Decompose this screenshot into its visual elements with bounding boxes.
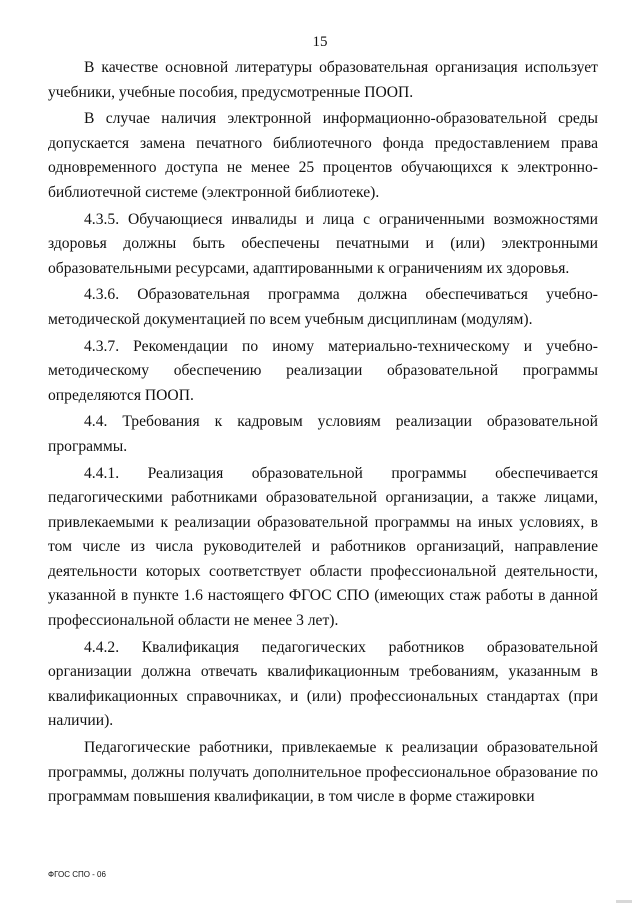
paragraph-4-3-5: 4.3.5. Обучающиеся инвалиды и лица с ограниченными возможностями здоровья должны быть обеспечены печатными и (или) электронными образовательными ресурсами, адаптированными к ограничениям их здоровья. [48, 210, 598, 277]
paragraph-4-3-6: 4.3.6. Образовательная программа должна обеспечиваться учебно-методической документацией по всем учебным дисциплинам (модулям). [48, 286, 598, 328]
body-text [48, 56, 598, 812]
page-number: 15 [312, 34, 328, 50]
paragraph-4-4-2: 4.4.2. Квалификация педагогических работников образовательной организации должна отвечать квалификационным требованиям, указанным в квалификационных справочниках, и (или) профессиональных стандартах (при наличии). [48, 638, 598, 730]
paragraph-teaching-staff-training: Педагогические работники, привлекаемые к реализации образовательной программы, должны получать дополнительное профессиональное образование по программам повышения квалификации, в том числе в форме стажировки [48, 739, 598, 806]
document-footer: ФГОС СПО - 06 [48, 870, 106, 879]
scan-corner-mark [616, 900, 632, 903]
paragraph-4-3-7: 4.3.7. Рекомендации по иному материально-техническому и учебно-методическому обеспечению реализации образовательной программы определяются ПООП. [48, 337, 598, 404]
paragraph-4-4: 4.4. Требования к кадровым условиям реализации образовательной программы. [48, 413, 598, 455]
paragraph-4-4-1: 4.4.1. Реализация образовательной программы обеспечивается педагогическими работниками образовательной организации, а также лицами, привлекаемыми к реализации образовательной программы на иных условиях, в том числе из числа руководителей и работников организаций, направление деятельности которых соответствует области профессиональной деятельности, указанной в пункте 1.6 настоящего ФГОС СПО (имеющих стаж работы в данной профессиональной области не менее 3 лет). [48, 464, 598, 630]
paragraph-main-literature: В качестве основной литературы образовательная организация использует учебники, учебные пособия, предусмотренные ПООП. [48, 59, 598, 101]
paragraph-electronic-environment: В случае наличия электронной информационно-образовательной среды допускается замена печатного библиотечного фонда предоставлением права одновременного доступа не менее 25 процентов обучающихся к электронно-библиотечной системе (электронной библиотеке). [48, 110, 598, 201]
